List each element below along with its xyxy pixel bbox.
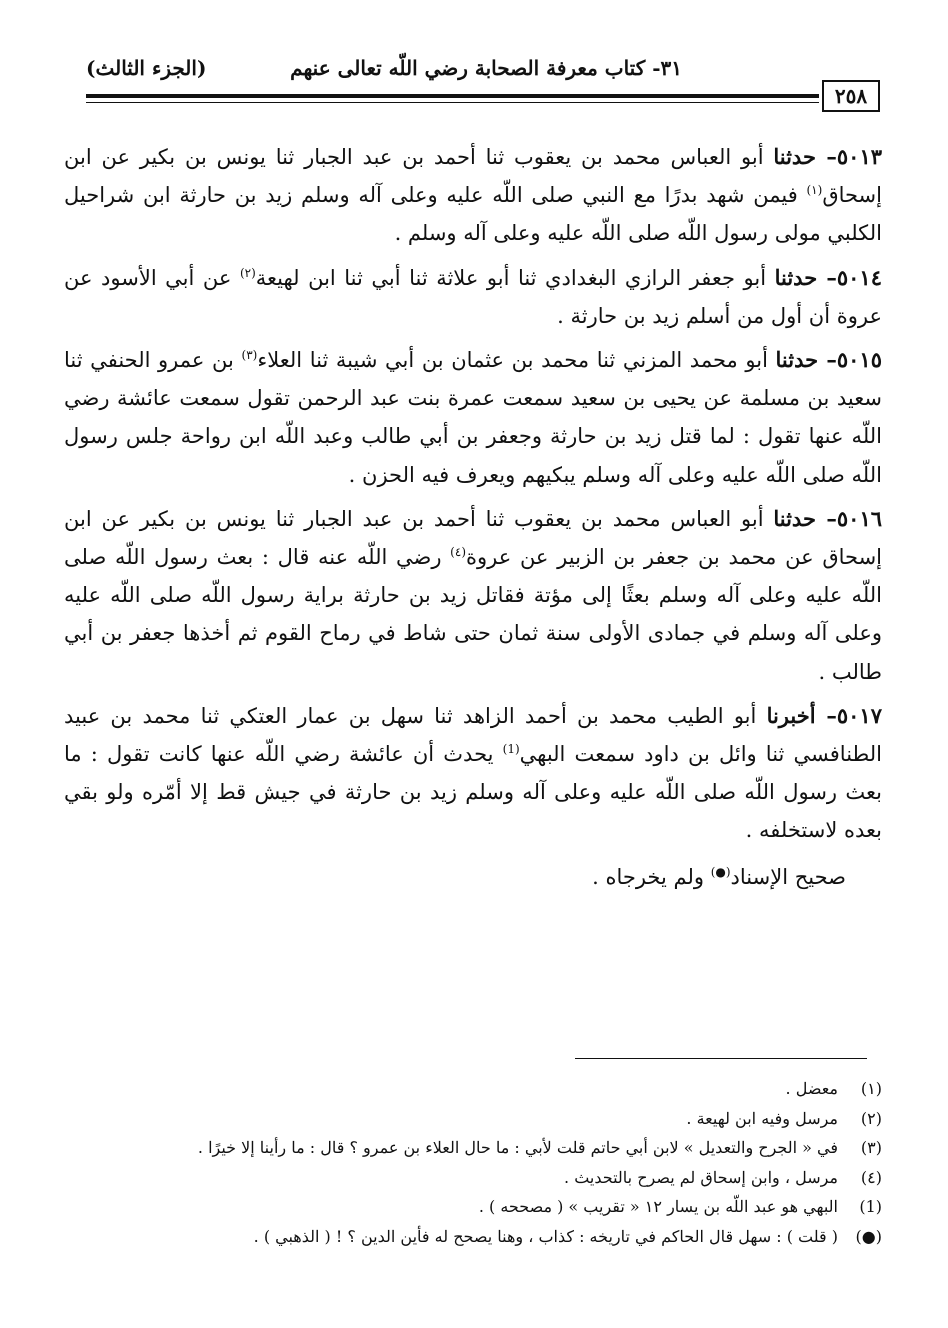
entry-text: أبو محمد المزني ثنا محمد بن عثمان بن أبي شيبة ثنا العلاء	[257, 348, 768, 373]
footnote	[62, 1104, 882, 1134]
footnote-mark: (1)	[859, 1197, 882, 1216]
footnote-text: ( قلت ) : سهل قال الحاكم في تاريخه : كذاب ، وهنا يصحح له فأين الدين ؟ ! ( الذهبي ) .	[253, 1226, 838, 1246]
footnote-ref: (●)	[710, 864, 731, 879]
hadith-entry: ٥٠١٤– حدثنا أبو جعفر الرازي البغدادي ثنا أبو علاثة ثنا أبي ثنا ابن لهيعة$^{(٢)}$ عن أبي الأسود عن عروة أن أول من أسلم زيد بن حارثة .	[64, 264, 882, 328]
footnote	[62, 1163, 882, 1193]
entry-number: ٥٠١٥	[836, 347, 882, 373]
footnote-mark: (٣)	[860, 1138, 882, 1157]
footnote-ref: (٢)	[239, 265, 256, 280]
main-text	[64, 138, 882, 896]
entry-text: أبو العباس محمد بن يعقوب ثنا أحمد بن عبد الجبار ثنا يونس بن بكير عن ابن إسحاق عن محمد بن جعفر بن الزبير عن عروة	[64, 506, 882, 570]
footnote-mark: (●)	[855, 1226, 882, 1246]
footnote-text: مرسل وفيه ابن لهيعة .	[686, 1108, 838, 1128]
grading-statement	[64, 858, 846, 896]
footnote	[62, 1192, 882, 1222]
footnote-text: معضل .	[785, 1079, 838, 1098]
footnote-separator	[575, 1058, 867, 1059]
entry-keyword: حدثنا	[773, 144, 816, 169]
grading-text: صحيح الإسناد	[730, 864, 846, 889]
header-rule-thin	[86, 102, 819, 103]
entry-keyword: حدثنا	[774, 264, 818, 290]
entry-text: عن أبي الأسود عن عروة أن أول من أسلم زيد بن حارثة .	[64, 265, 882, 328]
entry-text: أبو العباس محمد بن يعقوب ثنا أحمد بن عبد الجبار ثنا يونس بن بكير عن ابن إسحاق	[64, 145, 882, 208]
footnote	[62, 1222, 882, 1252]
hadith-entry: ٥٠١٦– حدثنا أبو العباس محمد بن يعقوب ثنا أحمد بن عبد الجبار ثنا يونس بن بكير عن ابن إسحاق عن محمد بن جعفر بن الزبير عن عروة$^{(٤)}$ رضي اللّه عنه قال : بعث رسول اللّه صلى اللّه عليه وعلى آله وسلم بعثًا إلى مؤتة فقاتل زيد بن حارثة براية رسول اللّه صلى اللّه عليه وعلى آله وسلم في جمادى الأولى سنة ثمان حتى شاط في رماح القوم ثم أخذها جعفر بن أبي طالب .	[64, 505, 883, 684]
footnote	[62, 1133, 882, 1163]
entry-number: ٥٠١٤	[836, 264, 882, 290]
footnote-text: البهي هو عبد اللّه بن يسار ١٢ « تقريب » ( مصححه ) .	[478, 1197, 838, 1216]
entry-text: بن عمرو الحنفي ثنا سعيد بن مسلمة عن يحيى بن سعيد سمعت عمرة بنت عبد الرحمن تقول سمعت عائشة رضي اللّه عنها تقول : لما قتل زيد بن حارثة وجعفر بن أبي طالب وعبد اللّه ابن رواحة جلس رسول اللّه صلى اللّه عليه وعلى آله وسلم يبكيهم ويعرف فيه الحزن .	[64, 348, 882, 487]
footnote	[62, 1074, 882, 1104]
running-header	[86, 56, 882, 86]
footnote-text: في « الجرح والتعديل » لابن أبي حاتم قلت لأبي : ما حال العلاء بن عمرو ؟ قال : ما رأينا إلا خيرًا .	[197, 1138, 838, 1157]
footnote-ref: (1)	[502, 742, 520, 757]
footnotes	[62, 1074, 882, 1251]
entry-text: أبو جعفر الرازي البغدادي ثنا أبو علاثة ثنا أبي ثنا ابن لهيعة	[255, 265, 767, 290]
volume-label: (الجزء الثالث)	[86, 56, 207, 80]
entry-text: فيمن شهد بدرًا مع النبي صلى اللّه عليه وعلى آله وسلم زيد بن حارثة ابن شراحيل الكلبي مولى رسول اللّه صلى اللّه عليه وعلى آله وسلم .	[64, 183, 882, 246]
hadith-entry: ٥٠١٣– حدثنا أبو العباس محمد بن يعقوب ثنا أحمد بن عبد الجبار ثنا يونس بن بكير عن ابن إسحاق$^{(١)}$ فيمن شهد بدرًا مع النبي صلى اللّه عليه وعلى آله وسلم زيد بن حارثة ابن شراحيل الكلبي مولى رسول اللّه صلى اللّه عليه وعلى آله وسلم .	[64, 144, 883, 246]
grading-text: ولم يخرجاه .	[592, 864, 705, 889]
entry-keyword: حدثنا	[775, 347, 819, 373]
hadith-entry: ٥٠١٧– أخبرنا أبو الطيب محمد بن أحمد الزاهد ثنا سهل بن عمار العتكي ثنا محمد بن عبيد الطنافسي ثنا وائل بن داود سمعت البهي$^{(1)}$ يحدث أن عائشة رضي اللّه عنها كانت تقول : ما بعث رسول اللّه صلى اللّه عليه وعلى آله وسلم زيد بن حارثة في جيش قط إلا أمّره ولو بقي بعده لاستخلفه .	[64, 702, 882, 843]
page-number: ٢٥٨	[822, 80, 880, 112]
footnote-mark: (١)	[860, 1079, 882, 1098]
entry-text: رضي اللّه عنه قال : بعث رسول اللّه صلى اللّه عليه وعلى آله وسلم بعثًا إلى مؤتة فقاتل زيد بن حارثة براية رسول اللّه صلى اللّه عليه وعلى آله وسلم في جمادى الأولى سنة ثمان حتى شاط في رماح القوم ثم أخذها جعفر بن أبي طالب .	[64, 545, 882, 684]
entry-keyword: أخبرنا	[766, 702, 816, 728]
entry-number: ٥٠١٧	[836, 702, 882, 728]
entry-text: أبو الطيب محمد بن أحمد الزاهد ثنا سهل بن عمار العتكي ثنا محمد بن عبيد الطنافسي ثنا وائل بن داود سمعت البهي	[64, 703, 882, 767]
entry-text: يحدث أن عائشة رضي اللّه عنها كانت تقول : ما بعث رسول اللّه صلى اللّه عليه وعلى آله وسلم زيد بن حارثة في جيش قط إلا أمّره ولو بقي بعده لاستخلفه .	[64, 742, 882, 843]
header-rule-thick	[86, 94, 819, 98]
footnote-mark: (٢)	[860, 1108, 882, 1128]
footnote-ref: (١)	[806, 183, 823, 198]
footnote-text: مرسل ، وابن إسحاق لم يصرح بالتحديث .	[564, 1167, 838, 1187]
footnote-ref: (٣)	[241, 348, 258, 363]
hadith-entry: ٥٠١٥– حدثنا أبو محمد المزني ثنا محمد بن عثمان بن أبي شيبة ثنا العلاء$^{(٣)}$ بن عمرو الحنفي ثنا سعيد بن مسلمة عن يحيى بن سعيد سمعت عمرة بنت عبد الرحمن تقول سمعت عائشة رضي اللّه عنها تقول : لما قتل زيد بن حارثة وجعفر بن أبي طالب وعبد اللّه ابن رواحة جلس رسول اللّه صلى اللّه عليه وعلى آله وسلم يبكيهم ويعرف فيه الحزن .	[64, 347, 882, 487]
entry-keyword: حدثنا	[773, 505, 816, 531]
footnote-ref: (٤)	[450, 545, 466, 560]
footnote-mark: (٤)	[860, 1167, 882, 1187]
chapter-title: ٣١- كتاب معرفة الصحابة رضي اللّه تعالى عنهم	[290, 56, 682, 80]
entry-number: ٥٠١٣	[836, 144, 883, 169]
entry-number: ٥٠١٦	[836, 505, 883, 531]
